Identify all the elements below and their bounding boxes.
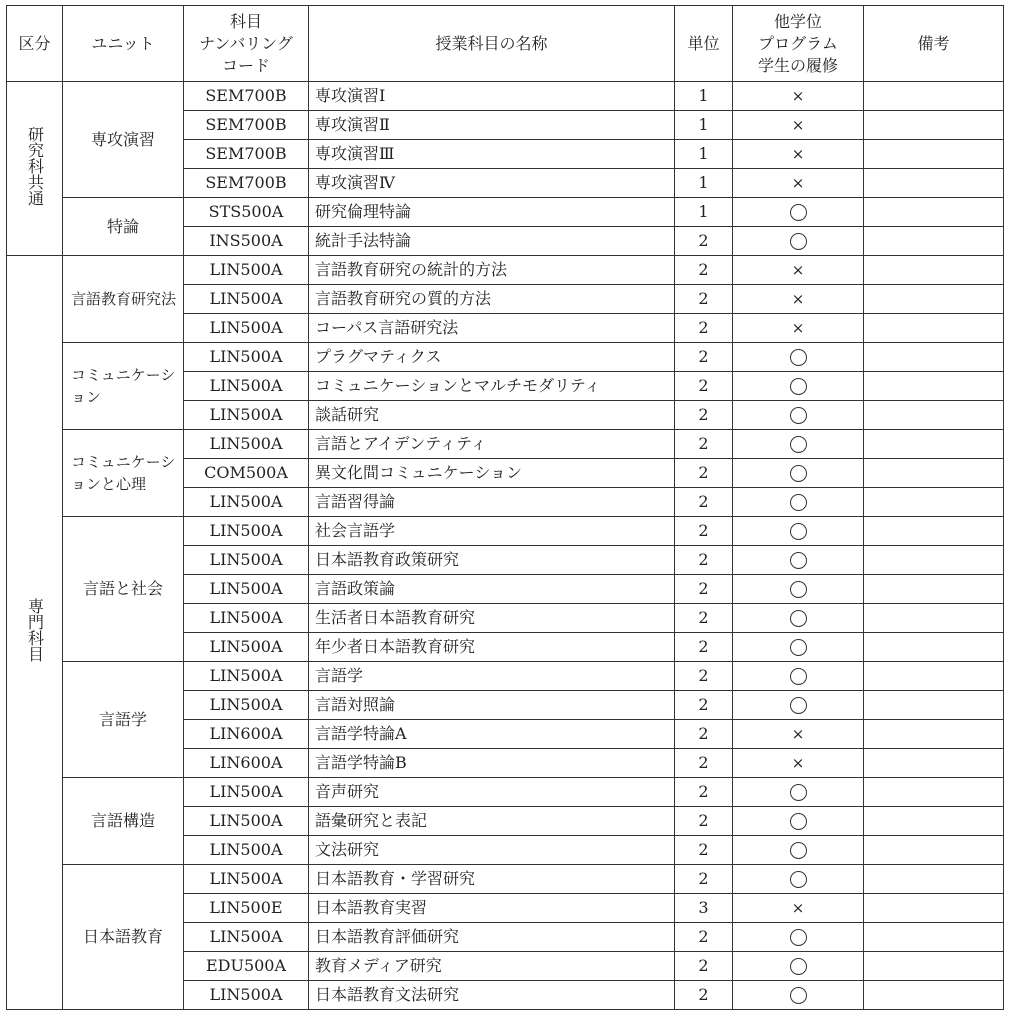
unit-label: 言語構造 xyxy=(63,778,184,865)
not-allowed-cross-icon: × xyxy=(791,319,805,337)
course-credits: 2 xyxy=(675,575,733,604)
course-remarks xyxy=(864,314,1004,343)
course-code: LIN500A xyxy=(184,314,309,343)
course-code: LIN500A xyxy=(184,691,309,720)
other-program-mark xyxy=(733,82,864,111)
allowed-circle-icon xyxy=(790,668,807,685)
allowed-circle-icon xyxy=(790,494,807,511)
course-code: LIN500A xyxy=(184,807,309,836)
course-name: 文法研究 xyxy=(309,836,675,865)
course-name: 専攻演習Ⅱ xyxy=(309,111,675,140)
header-other-line: プログラム xyxy=(758,33,838,53)
header-code-line: 科目 xyxy=(229,11,262,31)
header-unit: ユニット xyxy=(63,6,184,82)
course-code: EDU500A xyxy=(184,952,309,981)
other-program-mark xyxy=(733,952,864,981)
unit-label: 特論 xyxy=(63,198,184,256)
allowed-circle-icon xyxy=(790,871,807,888)
other-program-mark xyxy=(733,720,864,749)
course-name: 言語学特論B xyxy=(309,749,675,778)
other-program-mark xyxy=(733,604,864,633)
course-credits: 2 xyxy=(675,343,733,372)
other-program-mark xyxy=(733,807,864,836)
unit-label: 言語と社会 xyxy=(63,517,184,662)
course-code: LIN500A xyxy=(184,430,309,459)
course-code: LIN500A xyxy=(184,517,309,546)
other-program-mark xyxy=(733,865,864,894)
not-allowed-cross-icon: × xyxy=(791,899,805,917)
section-label xyxy=(7,256,63,1010)
header-code-line: コード xyxy=(221,55,270,75)
allowed-circle-icon xyxy=(790,639,807,656)
course-name: 統計手法特論 xyxy=(309,227,675,256)
course-credits: 2 xyxy=(675,662,733,691)
section-label-text: 研究科共通 xyxy=(25,126,45,206)
course-name: コーパス言語研究法 xyxy=(309,314,675,343)
course-code: STS500A xyxy=(184,198,309,227)
other-program-mark xyxy=(733,285,864,314)
course-credits: 2 xyxy=(675,952,733,981)
course-code: SEM700B xyxy=(184,82,309,111)
other-program-mark xyxy=(733,546,864,575)
course-remarks xyxy=(864,111,1004,140)
table-row xyxy=(7,430,1004,459)
allowed-circle-icon xyxy=(790,784,807,801)
other-program-mark xyxy=(733,198,864,227)
course-remarks xyxy=(864,343,1004,372)
course-remarks xyxy=(864,633,1004,662)
course-credits: 2 xyxy=(675,807,733,836)
not-allowed-cross-icon: × xyxy=(791,754,805,772)
unit-label: 言語学 xyxy=(63,662,184,778)
course-name: 生活者日本語教育研究 xyxy=(309,604,675,633)
table-row xyxy=(7,343,1004,372)
not-allowed-cross-icon: × xyxy=(791,725,805,743)
course-credits: 2 xyxy=(675,981,733,1010)
course-remarks xyxy=(864,952,1004,981)
header-other-line: 学生の履修 xyxy=(757,55,838,75)
allowed-circle-icon xyxy=(790,378,807,395)
course-name: コミュニケーションとマルチモダリティ xyxy=(309,372,675,401)
course-name: 語彙研究と表記 xyxy=(309,807,675,836)
course-code: LIN500A xyxy=(184,604,309,633)
course-code: LIN500A xyxy=(184,256,309,285)
allowed-circle-icon xyxy=(790,697,807,714)
header-code xyxy=(184,6,309,82)
course-name: 日本語教育実習 xyxy=(309,894,675,923)
other-program-mark xyxy=(733,111,864,140)
not-allowed-cross-icon: × xyxy=(791,116,805,134)
other-program-mark xyxy=(733,227,864,256)
other-program-mark xyxy=(733,923,864,952)
course-name: 専攻演習Ⅳ xyxy=(309,169,675,198)
course-name: 研究倫理特論 xyxy=(309,198,675,227)
course-code: LIN500A xyxy=(184,923,309,952)
allowed-circle-icon xyxy=(790,813,807,830)
course-remarks xyxy=(864,807,1004,836)
course-name: 日本語教育政策研究 xyxy=(309,546,675,575)
course-remarks xyxy=(864,285,1004,314)
allowed-circle-icon xyxy=(790,349,807,366)
course-remarks xyxy=(864,778,1004,807)
course-code: LIN500A xyxy=(184,575,309,604)
other-program-mark xyxy=(733,459,864,488)
course-name: 言語学特論A xyxy=(309,720,675,749)
course-credits: 2 xyxy=(675,314,733,343)
course-name: 専攻演習Ⅰ xyxy=(309,82,675,111)
other-program-mark xyxy=(733,633,864,662)
course-remarks xyxy=(864,575,1004,604)
course-credits: 2 xyxy=(675,720,733,749)
course-code: LIN500A xyxy=(184,343,309,372)
other-program-mark xyxy=(733,981,864,1010)
header-other-program xyxy=(733,6,864,82)
other-program-mark xyxy=(733,778,864,807)
other-program-mark xyxy=(733,749,864,778)
other-program-mark xyxy=(733,401,864,430)
allowed-circle-icon xyxy=(790,407,807,424)
course-name: 年少者日本語教育研究 xyxy=(309,633,675,662)
section-label-text: 専門科目 xyxy=(25,598,45,662)
course-code: COM500A xyxy=(184,459,309,488)
allowed-circle-icon xyxy=(790,552,807,569)
course-name: 言語習得論 xyxy=(309,488,675,517)
allowed-circle-icon xyxy=(790,465,807,482)
course-name: 日本語教育・学習研究 xyxy=(309,865,675,894)
course-code: LIN600A xyxy=(184,749,309,778)
header-course-name: 授業科目の名称 xyxy=(309,6,675,82)
header-remarks: 備考 xyxy=(864,6,1004,82)
allowed-circle-icon xyxy=(790,233,807,250)
course-credits: 1 xyxy=(675,198,733,227)
unit-label: 言語教育研究法 xyxy=(63,256,184,343)
course-credits: 1 xyxy=(675,111,733,140)
course-credits: 2 xyxy=(675,865,733,894)
course-credits: 2 xyxy=(675,401,733,430)
course-name: 談話研究 xyxy=(309,401,675,430)
course-code: SEM700B xyxy=(184,169,309,198)
course-code: LIN500A xyxy=(184,546,309,575)
course-name: プラグマティクス xyxy=(309,343,675,372)
other-program-mark xyxy=(733,314,864,343)
course-remarks xyxy=(864,546,1004,575)
course-code: LIN500A xyxy=(184,633,309,662)
course-remarks xyxy=(864,227,1004,256)
allowed-circle-icon xyxy=(790,842,807,859)
course-remarks xyxy=(864,923,1004,952)
course-code: LIN500A xyxy=(184,865,309,894)
course-credits: 2 xyxy=(675,430,733,459)
not-allowed-cross-icon: × xyxy=(791,87,805,105)
table-row xyxy=(7,82,1004,111)
course-code: LIN500A xyxy=(184,662,309,691)
header-row xyxy=(7,6,1004,82)
course-remarks xyxy=(864,372,1004,401)
other-program-mark xyxy=(733,691,864,720)
header-code-line: ナンバリング xyxy=(199,33,293,53)
other-program-mark xyxy=(733,343,864,372)
course-name: 日本語教育文法研究 xyxy=(309,981,675,1010)
course-remarks xyxy=(864,459,1004,488)
course-remarks xyxy=(864,401,1004,430)
course-credits: 2 xyxy=(675,923,733,952)
table-row xyxy=(7,256,1004,285)
course-credits: 2 xyxy=(675,691,733,720)
course-code: SEM700B xyxy=(184,140,309,169)
header-credits: 単位 xyxy=(675,6,733,82)
course-credits: 2 xyxy=(675,778,733,807)
course-remarks xyxy=(864,82,1004,111)
course-remarks xyxy=(864,749,1004,778)
not-allowed-cross-icon: × xyxy=(791,261,805,279)
allowed-circle-icon xyxy=(790,929,807,946)
course-code: LIN500A xyxy=(184,488,309,517)
course-code: LIN500E xyxy=(184,894,309,923)
table-row xyxy=(7,662,1004,691)
other-program-mark xyxy=(733,256,864,285)
table-row xyxy=(7,865,1004,894)
course-credits: 2 xyxy=(675,488,733,517)
course-name: 言語教育研究の統計的方法 xyxy=(309,256,675,285)
course-code: LIN500A xyxy=(184,372,309,401)
course-credits: 2 xyxy=(675,836,733,865)
course-name: 日本語教育評価研究 xyxy=(309,923,675,952)
unit-label: コミュニケーション xyxy=(63,343,184,430)
allowed-circle-icon xyxy=(790,610,807,627)
course-name: 言語教育研究の質的方法 xyxy=(309,285,675,314)
course-name: 言語対照論 xyxy=(309,691,675,720)
course-credits: 2 xyxy=(675,285,733,314)
not-allowed-cross-icon: × xyxy=(791,145,805,163)
course-name: 音声研究 xyxy=(309,778,675,807)
allowed-circle-icon xyxy=(790,987,807,1004)
course-name: 教育メディア研究 xyxy=(309,952,675,981)
other-program-mark xyxy=(733,430,864,459)
course-remarks xyxy=(864,140,1004,169)
table-row xyxy=(7,517,1004,546)
header-kubun: 区分 xyxy=(7,6,63,82)
course-credits: 2 xyxy=(675,517,733,546)
course-credits: 2 xyxy=(675,256,733,285)
course-credits: 1 xyxy=(675,169,733,198)
course-name: 異文化間コミュニケーション xyxy=(309,459,675,488)
course-name: 専攻演習Ⅲ xyxy=(309,140,675,169)
other-program-mark xyxy=(733,140,864,169)
course-name: 社会言語学 xyxy=(309,517,675,546)
course-credits: 1 xyxy=(675,82,733,111)
other-program-mark xyxy=(733,836,864,865)
course-name: 言語とアイデンティティ xyxy=(309,430,675,459)
course-remarks xyxy=(864,169,1004,198)
other-program-mark xyxy=(733,575,864,604)
course-credits: 2 xyxy=(675,227,733,256)
course-code: LIN500A xyxy=(184,836,309,865)
course-credits: 2 xyxy=(675,633,733,662)
course-remarks xyxy=(864,894,1004,923)
allowed-circle-icon xyxy=(790,436,807,453)
course-remarks xyxy=(864,662,1004,691)
course-name: 言語政策論 xyxy=(309,575,675,604)
other-program-mark xyxy=(733,169,864,198)
course-remarks xyxy=(864,198,1004,227)
course-credits: 3 xyxy=(675,894,733,923)
course-remarks xyxy=(864,691,1004,720)
course-remarks xyxy=(864,430,1004,459)
course-remarks xyxy=(864,604,1004,633)
allowed-circle-icon xyxy=(790,523,807,540)
allowed-circle-icon xyxy=(790,958,807,975)
course-remarks xyxy=(864,488,1004,517)
course-code: LIN600A xyxy=(184,720,309,749)
course-code: LIN500A xyxy=(184,285,309,314)
course-code: LIN500A xyxy=(184,778,309,807)
course-credits: 2 xyxy=(675,372,733,401)
unit-label: コミュニケーションと心理 xyxy=(63,430,184,517)
section-label xyxy=(7,82,63,256)
header-other-line: 他学位 xyxy=(773,11,822,31)
other-program-mark xyxy=(733,894,864,923)
other-program-mark xyxy=(733,488,864,517)
course-credits: 2 xyxy=(675,546,733,575)
course-remarks xyxy=(864,836,1004,865)
course-remarks xyxy=(864,981,1004,1010)
allowed-circle-icon xyxy=(790,204,807,221)
course-credits: 2 xyxy=(675,604,733,633)
not-allowed-cross-icon: × xyxy=(791,174,805,192)
other-program-mark xyxy=(733,372,864,401)
course-remarks xyxy=(864,256,1004,285)
course-credits: 2 xyxy=(675,459,733,488)
course-remarks xyxy=(864,865,1004,894)
course-credits: 2 xyxy=(675,749,733,778)
course-remarks xyxy=(864,517,1004,546)
other-program-mark xyxy=(733,517,864,546)
table-row xyxy=(7,198,1004,227)
curriculum-table xyxy=(6,5,1004,1010)
course-credits: 1 xyxy=(675,140,733,169)
course-code: INS500A xyxy=(184,227,309,256)
table-row xyxy=(7,778,1004,807)
course-code: LIN500A xyxy=(184,981,309,1010)
unit-label: 日本語教育 xyxy=(63,865,184,1010)
unit-label: 専攻演習 xyxy=(63,82,184,198)
other-program-mark xyxy=(733,662,864,691)
course-name: 言語学 xyxy=(309,662,675,691)
course-code: SEM700B xyxy=(184,111,309,140)
allowed-circle-icon xyxy=(790,581,807,598)
course-code: LIN500A xyxy=(184,401,309,430)
course-remarks xyxy=(864,720,1004,749)
not-allowed-cross-icon: × xyxy=(791,290,805,308)
